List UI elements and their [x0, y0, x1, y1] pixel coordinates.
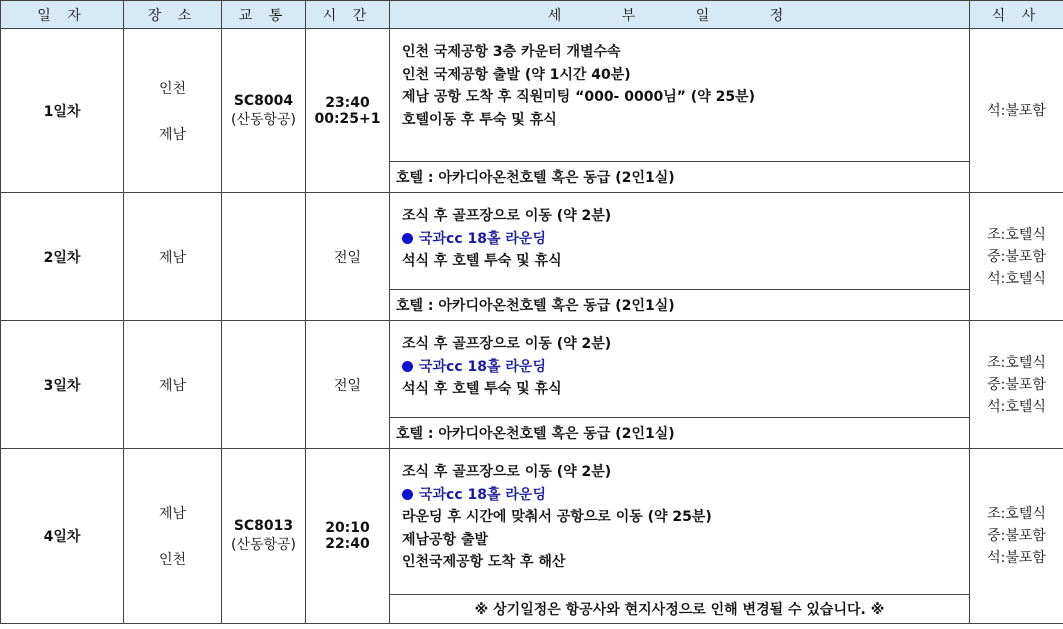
transport-cell — [222, 29, 306, 193]
place-name: 제남 — [158, 126, 187, 143]
time-value: 00:25+1 — [314, 110, 381, 127]
meal-cell — [970, 193, 1063, 321]
header-schedule: 세 부 일 정 — [390, 1, 970, 29]
day-1-row — [1, 29, 1063, 162]
flight-number: SC8004 — [233, 92, 294, 109]
meal-item: 조:호텔식 — [987, 354, 1046, 371]
transport-cell — [222, 321, 306, 449]
schedule-item: 조식 후 골프장으로 이동 (약 2분) — [402, 208, 612, 224]
header-place: 장 소 — [124, 1, 222, 29]
hotel-info: 호텔 : 아카디아온천호텔 혹은 동급 (2인1실) — [390, 418, 970, 449]
time-value: 22:40 — [325, 536, 370, 552]
time-value: 20:10 — [325, 520, 370, 536]
place-name: 인천 — [158, 80, 187, 97]
meal-item: 석:호텔식 — [987, 270, 1046, 287]
schedule-item: 조식 후 골프장으로 이동 (약 2분) — [402, 464, 612, 480]
meal-item: 석:호텔식 — [987, 398, 1046, 415]
schedule-highlight: 국과cc 18홀 라운딩 — [402, 484, 969, 507]
header-time: 시 간 — [306, 1, 390, 29]
transport-cell — [222, 193, 306, 321]
notice-text: ※ 상기일정은 항공사와 현지사정으로 인해 변경될 수 있습니다. ※ — [390, 595, 970, 624]
schedule-item: 석식 후 호텔 투숙 및 휴식 — [402, 253, 562, 269]
time-value: 23:40 — [325, 94, 370, 111]
meal-item: 석:불포함 — [987, 550, 1046, 566]
schedule-item: 인천국제공항 도착 후 해산 — [402, 554, 566, 570]
day-4-row — [1, 449, 1063, 595]
meal-cell — [970, 29, 1063, 193]
meal-item: 조:호텔식 — [987, 506, 1046, 522]
schedule-highlight: 국과cc 18홀 라운딩 — [402, 228, 969, 251]
time-cell — [306, 29, 390, 193]
header-transport: 교 통 — [222, 1, 306, 29]
day-2-row — [1, 193, 1063, 290]
place-name: 인천 — [158, 552, 187, 568]
airline: (산동항공) — [230, 111, 297, 128]
schedule-cell — [390, 449, 970, 595]
header-day: 일 자 — [1, 1, 124, 29]
place-name: 제남 — [124, 193, 222, 321]
meal-item: 중:불포함 — [987, 248, 1046, 265]
place-name: 제남 — [158, 506, 187, 522]
day-label: 3일차 — [1, 321, 124, 449]
schedule-cell — [390, 321, 970, 418]
header-row — [1, 1, 1063, 29]
airline: (산동항공) — [230, 537, 297, 553]
transport-cell — [222, 449, 306, 624]
hotel-info: 호텔 : 아카디아온천호텔 혹은 동급 (2인1실) — [390, 290, 970, 321]
day-3-row — [1, 321, 1063, 418]
meal-item: 중:불포함 — [987, 376, 1046, 393]
flight-number: SC8013 — [233, 518, 294, 534]
schedule-item: 호텔이동 후 투숙 및 휴식 — [402, 111, 557, 128]
bullet-icon — [402, 489, 413, 500]
schedule-item: 석식 후 호텔 투숙 및 휴식 — [402, 381, 562, 397]
time-cell — [306, 449, 390, 624]
schedule-item: 인천 국제공항 출발 (약 1시간 40분) — [402, 66, 631, 83]
day-label: 1일차 — [1, 29, 124, 193]
place-cell — [124, 29, 222, 193]
meal-item: 중:불포함 — [987, 528, 1046, 544]
meal-cell — [970, 321, 1063, 449]
schedule-item: 인천 국제공항 3층 카운터 개별수속 — [402, 44, 621, 60]
meal-cell — [970, 449, 1063, 624]
meal-item: 조:호텔식 — [987, 226, 1046, 243]
time-value: 전일 — [306, 193, 390, 321]
schedule-item: 제남 공항 도착 후 직원미팅 “000- 0000님” (약 25분) — [402, 89, 756, 105]
schedule-highlight: 국과cc 18홀 라운딩 — [402, 356, 969, 379]
bullet-icon — [402, 361, 413, 372]
place-name: 제남 — [124, 321, 222, 449]
schedule-cell — [390, 29, 970, 162]
schedule-cell — [390, 193, 970, 290]
schedule-item: 제남공항 출발 — [402, 531, 489, 548]
bullet-icon — [402, 233, 413, 244]
header-meal: 식 사 — [970, 1, 1063, 29]
schedule-item: 조식 후 골프장으로 이동 (약 2분) — [402, 336, 612, 352]
day-label: 4일차 — [1, 449, 124, 624]
place-cell — [124, 449, 222, 624]
schedule-item: 라운딩 후 시간에 맞춰서 공항으로 이동 (약 25분) — [402, 509, 712, 525]
hotel-info: 호텔 : 아카디아온천호텔 혹은 동급 (2인1실) — [390, 162, 970, 193]
day-label: 2일차 — [1, 193, 124, 321]
meal-item: 석:불포함 — [987, 102, 1046, 119]
time-value: 전일 — [306, 321, 390, 449]
